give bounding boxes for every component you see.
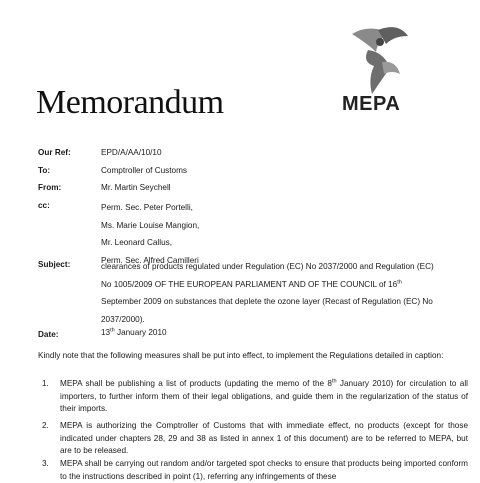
subject-line [101,276,466,294]
cc-label: cc: [38,201,50,210]
list-item-text-a: MEPA shall be publishing a list of products (updating the memo of the 8 [60,379,332,388]
our-ref-value: EPD/A/AA/10/10 [101,148,162,157]
page-title: Memorandum [36,84,224,121]
subject-label: Subject: [38,260,71,269]
subject-line: 2037/2000). [101,314,145,324]
mepa-logo-text: MEPA [342,93,401,115]
to-value: Comptroller of Customs [101,166,187,175]
to-label: To: [38,166,51,175]
our-ref-label: Our Ref: [38,148,71,157]
subject-line-sup: th [397,278,402,285]
cc-item: Ms. Marie Louise Mangion, [101,220,200,230]
list-item-number: 1. [42,379,49,388]
from-value: Mr. Martin Seychell [101,183,171,192]
list-item-text-b: January 2010) for circulation to all importers, to further inform them of their legal obligations, and guide them in the regularization of the status of their imports. [60,379,468,414]
date-rest: January 2010 [114,328,167,337]
list-item-text: MEPA shall be carrying out random and/or targeted spot checks to ensure that products being imported conform to the instructions described in point (1), referring any infringements of these [60,459,468,481]
date-value [101,326,466,340]
list-item-number: 3. [42,459,49,468]
from-label: From: [38,183,62,192]
subject-line: September 2009 on substances that deplete the ozone layer (Recast of Regulation (EC) No [101,297,433,306]
list-item-number: 2. [42,421,49,430]
date-sup: th [110,327,115,334]
list-item-text: MEPA is authorizing the Comptroller of Customs that with immediate effect, no products (except for those indicated under chapters 28, 29 and 38 as listed in annex 1 of this document) are to be referred to MEPA, but are to be released. [60,421,468,456]
subject-line: clearances of products regulated under Regulation (EC) No 2037/2000 and Regulation (EC) [101,262,434,271]
date-label: Date: [38,330,59,339]
subject-line-text: No 1005/2009 OF THE EUROPEAN PARLIAMENT AND OF THE COUNCIL of 16 [101,279,398,289]
list-item-text [60,378,468,416]
cc-item: Mr. Leonard Callus, [101,238,172,247]
list-item-sup: th [331,378,337,385]
subject-value [101,258,466,328]
mepa-figure-icon [338,22,414,96]
cc-item: Perm. Sec. Alfred Camilleri [101,255,199,265]
date-day: 13 [101,328,111,337]
mepa-logo [338,22,414,114]
cc-item: Perm. Sec. Peter Portelli, [101,203,193,212]
intro-paragraph: Kindly note that the following measures shall be put into effect, to implement the Regulations detailed in caption: [38,351,444,360]
